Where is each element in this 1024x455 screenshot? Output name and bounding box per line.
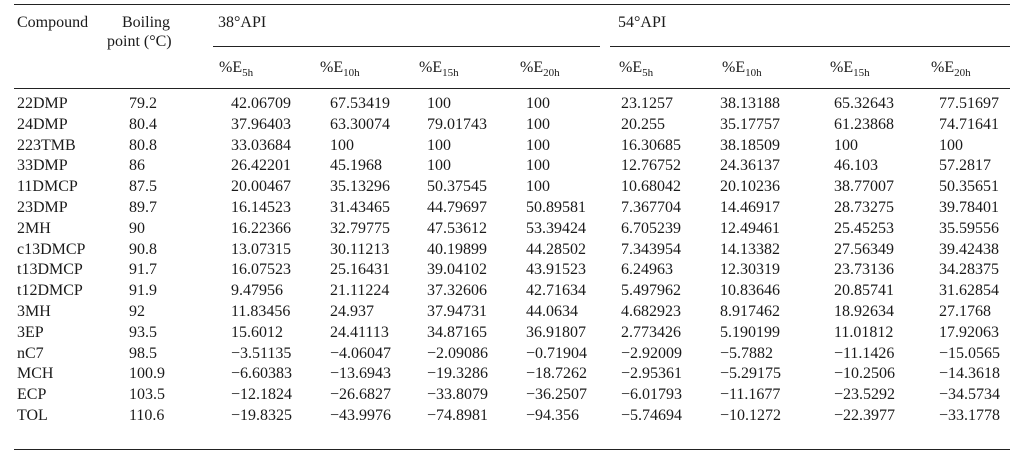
cell-value: 100 — [526, 137, 550, 154]
cell-value: 37.32606 — [427, 282, 487, 299]
cell-value: 10.83646 — [720, 282, 780, 299]
cell-compound: nC7 — [17, 345, 44, 362]
cell-value: 8.917462 — [720, 303, 780, 320]
subheader-base: %E — [619, 59, 643, 76]
cell-value: 61.23868 — [834, 116, 894, 133]
cell-value: 24.937 — [330, 303, 374, 320]
cell-value: 20.85741 — [834, 282, 894, 299]
cell-compound: 23DMP — [17, 199, 68, 216]
cell-value: 21.11224 — [330, 282, 390, 299]
cell-value: 16.30685 — [621, 137, 681, 154]
cell-boiling-point: 89.7 — [129, 199, 157, 216]
cell-value: −11.1426 — [834, 345, 895, 362]
subheader-2 — [419, 59, 459, 78]
header-compound: Compound — [17, 14, 89, 31]
cell-value: 34.87165 — [427, 324, 487, 341]
header-boiling-line2: point (°C) — [107, 33, 172, 50]
subheader-base: %E — [320, 59, 344, 76]
cell-value: −10.2506 — [834, 365, 896, 382]
cell-value: 16.07523 — [231, 261, 291, 278]
cell-boiling-point: 91.9 — [129, 282, 157, 299]
cell-value: 5.497962 — [621, 282, 681, 299]
cell-value: 15.6012 — [231, 324, 283, 341]
subheader-base: %E — [722, 59, 746, 76]
subheader-base: %E — [419, 59, 443, 76]
cell-value: 25.16431 — [330, 261, 390, 278]
cell-value: 12.30319 — [720, 261, 780, 278]
cell-value: −34.5734 — [939, 386, 1001, 403]
cell-value: 6.24963 — [621, 261, 673, 278]
cell-boiling-point: 110.6 — [129, 407, 165, 424]
cell-boiling-point: 90 — [129, 220, 145, 237]
cell-value: 38.18509 — [720, 137, 780, 154]
subheader-subscript: 20h — [543, 67, 560, 79]
subheader-subscript: 5h — [242, 67, 254, 79]
cell-value: 53.39424 — [526, 220, 586, 237]
cell-value: 42.71634 — [526, 282, 586, 299]
cell-value: 6.705239 — [621, 220, 681, 237]
subheader-base: %E — [520, 59, 544, 76]
cell-value: −33.8079 — [427, 386, 489, 403]
cell-compound: 33DMP — [17, 157, 68, 174]
cell-value: 57.2817 — [939, 157, 991, 174]
cell-value: 39.04102 — [427, 261, 487, 278]
cell-value: 44.79697 — [427, 199, 487, 216]
group2-rule — [610, 46, 1010, 47]
cell-value: 2.773426 — [621, 324, 681, 341]
cell-value: −36.2507 — [526, 386, 588, 403]
header-boiling-line1: Boiling — [122, 14, 171, 31]
cell-value: 35.17757 — [720, 116, 780, 133]
cell-compound: 3MH — [17, 303, 51, 320]
cell-value: 7.367704 — [621, 199, 681, 216]
cell-value: 37.94731 — [427, 303, 487, 320]
cell-value: −33.1778 — [939, 407, 1001, 424]
cell-boiling-point: 98.5 — [129, 345, 157, 362]
cell-value: −19.8325 — [231, 407, 293, 424]
subheader-subscript: 10h — [343, 67, 360, 79]
cell-value: 43.91523 — [526, 261, 586, 278]
header-group-38api: 38°API — [218, 14, 267, 31]
cell-compound: 24DMP — [17, 116, 68, 133]
cell-value: 74.71641 — [939, 116, 999, 133]
subheader-0 — [219, 59, 253, 78]
cell-boiling-point: 103.5 — [129, 386, 165, 403]
cell-value: −2.95361 — [621, 365, 683, 382]
cell-value: 42.06709 — [231, 95, 291, 112]
cell-value: 47.53612 — [427, 220, 487, 237]
cell-compound: 223TMB — [17, 137, 76, 154]
cell-value: 35.59556 — [939, 220, 999, 237]
cell-value: 5.190199 — [720, 324, 780, 341]
cell-value: 45.1968 — [330, 157, 382, 174]
cell-value: 12.76752 — [621, 157, 681, 174]
bottom-rule — [14, 449, 1010, 450]
cell-value: −2.09086 — [427, 345, 489, 362]
cell-value: −3.51135 — [231, 345, 292, 362]
cell-value: 50.35651 — [939, 178, 999, 195]
cell-value: −94.356 — [526, 407, 580, 424]
cell-compound: 11DMCP — [17, 178, 78, 195]
subheader-subscript: 15h — [853, 67, 870, 79]
cell-value: 38.77007 — [834, 178, 894, 195]
cell-value: 28.73275 — [834, 199, 894, 216]
cell-value: 13.07315 — [231, 241, 291, 258]
subheader-subscript: 20h — [954, 67, 971, 79]
cell-boiling-point: 91.7 — [129, 261, 157, 278]
subheader-6 — [830, 59, 870, 78]
cell-value: −5.29175 — [720, 365, 782, 382]
header-rule — [14, 88, 1010, 89]
cell-value: 100 — [526, 157, 550, 174]
cell-compound: t12DMCP — [17, 282, 83, 299]
cell-value: −19.3286 — [427, 365, 489, 382]
cell-value: −43.9976 — [330, 407, 392, 424]
cell-value: 44.28502 — [526, 241, 586, 258]
cell-value: 23.1257 — [621, 95, 673, 112]
cell-compound: c13DMCP — [17, 241, 86, 258]
cell-value: 9.47956 — [231, 282, 283, 299]
subheader-7 — [931, 59, 971, 78]
cell-value: −22.3977 — [834, 407, 896, 424]
cell-value: 20.255 — [621, 116, 665, 133]
cell-value: 34.28375 — [939, 261, 999, 278]
subheader-5 — [722, 59, 762, 78]
cell-value: 23.73136 — [834, 261, 894, 278]
cell-value: 100 — [526, 95, 550, 112]
cell-value: 100 — [330, 137, 354, 154]
cell-value: 35.13296 — [330, 178, 390, 195]
cell-value: 44.0634 — [526, 303, 578, 320]
cell-value: 11.01812 — [834, 324, 894, 341]
subheader-base: %E — [830, 59, 854, 76]
cell-boiling-point: 93.5 — [129, 324, 157, 341]
cell-value: −6.60383 — [231, 365, 293, 382]
cell-value: 63.30074 — [330, 116, 390, 133]
cell-value: −10.1272 — [720, 407, 782, 424]
cell-value: 40.19899 — [427, 241, 487, 258]
cell-value: −4.06047 — [330, 345, 392, 362]
cell-value: −11.1677 — [720, 386, 781, 403]
cell-value: 27.56349 — [834, 241, 894, 258]
subheader-subscript: 10h — [745, 67, 762, 79]
cell-value: 14.46917 — [720, 199, 780, 216]
cell-value: 31.62854 — [939, 282, 999, 299]
cell-value: 17.92063 — [939, 324, 999, 341]
header-group-54api: 54°API — [618, 14, 667, 31]
cell-value: 10.68042 — [621, 178, 681, 195]
cell-value: 100 — [834, 137, 858, 154]
cell-value: −12.1824 — [231, 386, 293, 403]
cell-value: 100 — [427, 157, 451, 174]
cell-value: 50.89581 — [526, 199, 586, 216]
subheader-subscript: 15h — [442, 67, 459, 79]
cell-value: −23.5292 — [834, 386, 896, 403]
subheader-3 — [520, 59, 560, 78]
cell-value: 100 — [526, 116, 550, 133]
subheader-1 — [320, 59, 360, 78]
cell-value: 18.92634 — [834, 303, 894, 320]
cell-value: −0.71904 — [526, 345, 588, 362]
cell-boiling-point: 86 — [129, 157, 145, 174]
cell-value: −26.6827 — [330, 386, 392, 403]
cell-value: −15.0565 — [939, 345, 1001, 362]
group1-rule — [213, 46, 600, 47]
subheader-base: %E — [931, 59, 955, 76]
cell-value: 26.42201 — [231, 157, 291, 174]
cell-compound: ECP — [17, 386, 47, 403]
cell-value: 65.32643 — [834, 95, 894, 112]
cell-value: 36.91807 — [526, 324, 586, 341]
cell-value: 33.03684 — [231, 137, 291, 154]
cell-value: 100 — [526, 178, 550, 195]
cell-compound: 2MH — [17, 220, 51, 237]
subheader-4 — [619, 59, 653, 78]
cell-value: 100 — [427, 137, 451, 154]
cell-value: 50.37545 — [427, 178, 487, 195]
cell-value: −5.74694 — [621, 407, 683, 424]
cell-value: 20.10236 — [720, 178, 780, 195]
subheader-subscript: 5h — [642, 67, 654, 79]
cell-compound: 22DMP — [17, 95, 68, 112]
cell-compound: 3EP — [17, 324, 44, 341]
cell-value: 100 — [427, 95, 451, 112]
cell-value: 27.1768 — [939, 303, 991, 320]
cell-value: −14.3618 — [939, 365, 1001, 382]
cell-value: −5.7882 — [720, 345, 774, 362]
cell-compound: MCH — [17, 365, 54, 382]
cell-boiling-point: 87.5 — [129, 178, 157, 195]
cell-value: −13.6943 — [330, 365, 392, 382]
cell-value: 16.14523 — [231, 199, 291, 216]
cell-value: 16.22366 — [231, 220, 291, 237]
cell-value: 46.103 — [834, 157, 878, 174]
cell-value: 24.36137 — [720, 157, 780, 174]
cell-value: 30.11213 — [330, 241, 390, 258]
cell-boiling-point: 79.2 — [129, 95, 157, 112]
cell-value: 25.45253 — [834, 220, 894, 237]
cell-value: −18.7262 — [526, 365, 588, 382]
cell-value: 20.00467 — [231, 178, 291, 195]
cell-value: 67.53419 — [330, 95, 390, 112]
cell-compound: TOL — [17, 407, 48, 424]
top-rule — [14, 4, 1010, 5]
cell-boiling-point: 100.9 — [129, 365, 165, 382]
cell-value: −74.8981 — [427, 407, 489, 424]
cell-value: 31.43465 — [330, 199, 390, 216]
cell-value: −6.01793 — [621, 386, 683, 403]
cell-value: 39.78401 — [939, 199, 999, 216]
cell-value: 77.51697 — [939, 95, 999, 112]
subheader-base: %E — [219, 59, 243, 76]
cell-value: 11.83456 — [231, 303, 291, 320]
cell-value: 24.41113 — [330, 324, 389, 341]
cell-value: 4.682923 — [621, 303, 681, 320]
cell-value: 79.01743 — [427, 116, 487, 133]
cell-boiling-point: 90.8 — [129, 241, 157, 258]
cell-value: 7.343954 — [621, 241, 681, 258]
cell-compound: t13DMCP — [17, 261, 83, 278]
cell-value: 32.79775 — [330, 220, 390, 237]
cell-value: 14.13382 — [720, 241, 780, 258]
cell-value: 100 — [939, 137, 963, 154]
cell-value: 12.49461 — [720, 220, 780, 237]
cell-value: 38.13188 — [720, 95, 780, 112]
cell-value: 37.96403 — [231, 116, 291, 133]
cell-boiling-point: 80.8 — [129, 137, 157, 154]
cell-value: 39.42438 — [939, 241, 999, 258]
cell-value: −2.92009 — [621, 345, 683, 362]
cell-boiling-point: 80.4 — [129, 116, 157, 133]
cell-boiling-point: 92 — [129, 303, 145, 320]
